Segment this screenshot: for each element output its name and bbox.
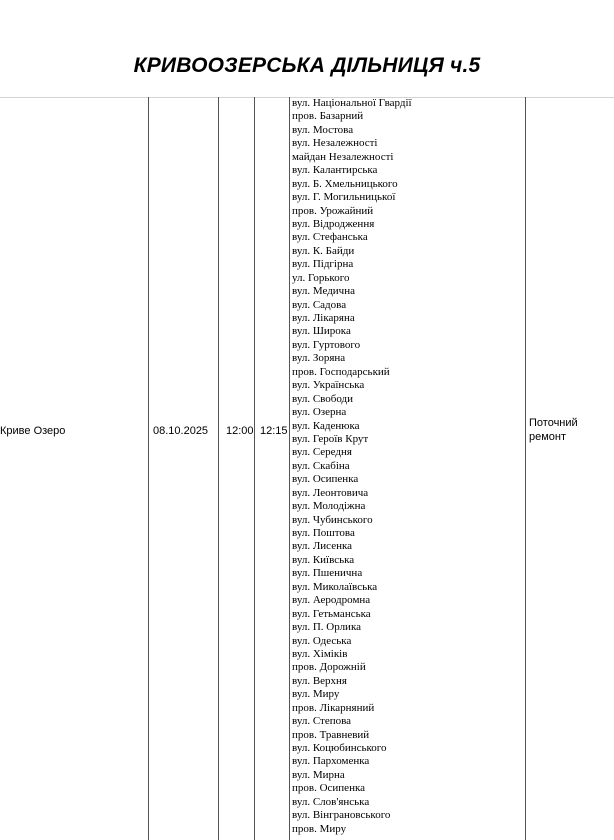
street-item: пров. Миру (292, 822, 347, 835)
street-item: вул. Стефанська (292, 231, 368, 244)
date-cell: 08.10.2025 (153, 425, 209, 437)
street-list (292, 97, 412, 836)
street-item: вул. Пшенична (292, 567, 363, 580)
street-item: вул. Лікаряна (292, 312, 355, 324)
street-item: вул. Миколаївська (292, 580, 378, 593)
street-item: пров. Травневий (292, 728, 370, 741)
street-item: вул. Коцюбинського (292, 742, 387, 754)
column-divider (148, 97, 149, 840)
street-item: вул. Слов'янська (292, 795, 370, 808)
street-item: вул. Національної Гвардії (292, 97, 412, 109)
street-item: вул. Відродження (292, 217, 375, 230)
street-item: вул. Київська (292, 553, 355, 566)
column-divider (218, 97, 219, 840)
street-item: пров. Дорожній (292, 661, 366, 674)
reason-cell (529, 416, 578, 444)
street-item: пров. Осипенка (292, 782, 366, 795)
street-item: вул. Хіміків (292, 647, 348, 660)
street-item: вул. Скабіна (292, 459, 350, 472)
street-item: вул. Садова (292, 298, 347, 311)
street-item: вул. Леонтовича (292, 486, 369, 499)
street-item: ул. Горького (292, 271, 350, 284)
page-title: КРИВООЗЕРСЬКА ДІЛЬНИЦЯ ч.5 (133, 54, 481, 77)
street-item: вул. Гетьманська (292, 607, 371, 620)
time-to-cell: 12:15 (260, 425, 288, 437)
street-item: вул. Лисенка (292, 540, 353, 553)
street-item: пров. Господарський (292, 365, 390, 378)
street-item: вул. Озерна (292, 406, 347, 419)
street-item: пров. Лікарняний (292, 701, 375, 714)
time-from-cell: 12:00 (226, 425, 254, 437)
street-item: вул. Мостова (292, 123, 354, 136)
street-item: вул. Середня (292, 446, 352, 459)
column-divider (254, 97, 255, 840)
street-item: вул. Вінграновського (292, 809, 391, 822)
street-item: вул. Осипенка (292, 473, 359, 486)
street-item: вул. Мирна (292, 768, 345, 781)
street-item: вул. Калантирська (292, 164, 378, 177)
street-item: вул. Б. Хмельницького (292, 177, 398, 190)
street-item: вул. Пархоменка (292, 755, 370, 768)
street-item: пров. Урожайний (292, 204, 374, 217)
street-item: вул. Г. Могильницької (292, 191, 396, 204)
street-item: вул. Свободи (292, 392, 354, 405)
street-item: вул. Одеська (292, 634, 352, 647)
street-item: вул. Верхня (292, 674, 347, 687)
settlement-cell: Криве Озеро (0, 425, 66, 437)
street-item: вул. Каденюка (292, 419, 360, 432)
outage-table (0, 97, 614, 840)
street-item: вул. Медична (292, 285, 355, 298)
street-item: вул. К. Байди (292, 244, 355, 257)
street-item: вул. П. Орлика (292, 621, 362, 634)
street-item: вул. Зоряна (292, 352, 346, 365)
reason-line-2: ремонт (529, 431, 567, 443)
street-item: пров. Базарний (292, 110, 364, 123)
street-item: вул. Широка (292, 325, 351, 338)
column-divider (289, 97, 290, 840)
street-item: майдан Незалежності (292, 150, 394, 163)
street-item: вул. Молодіжна (292, 500, 366, 513)
street-item: вул. Чубинського (292, 513, 373, 526)
street-item: вул. Незалежності (292, 137, 378, 150)
street-item: вул. Степова (292, 715, 352, 728)
street-item: вул. Аеродромна (292, 594, 371, 607)
street-item: вул. Героїв Крут (292, 432, 369, 445)
street-item: вул. Миру (292, 688, 340, 701)
street-item: вул. Поштова (292, 527, 355, 539)
street-item: вул. Підгірна (292, 258, 354, 271)
column-divider (525, 97, 526, 840)
street-item: вул. Гуртового (292, 338, 361, 351)
reason-line-1: Поточний (529, 417, 578, 429)
street-item: вул. Українська (292, 379, 365, 392)
